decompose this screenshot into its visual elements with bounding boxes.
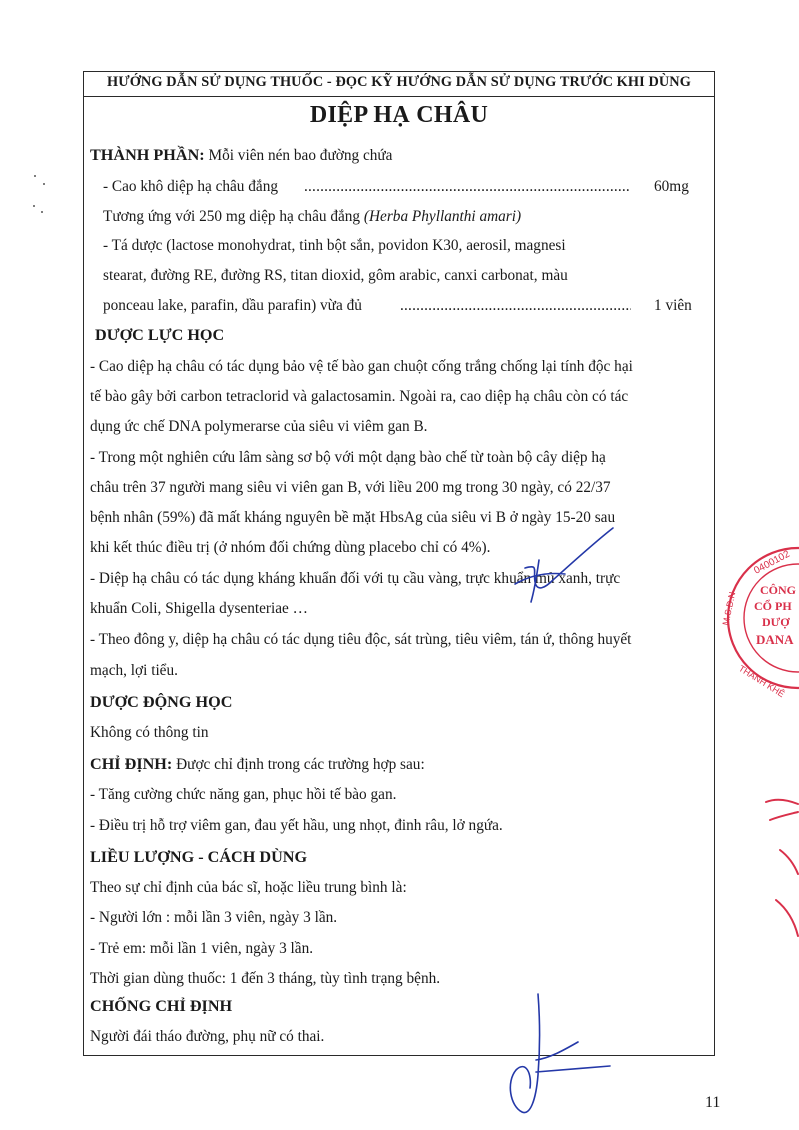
contraindications-text: Người đái tháo đường, phụ nữ có thai. — [90, 1028, 325, 1045]
dosage-line: - Trẻ em: mỗi lần 1 viên, ngày 3 lần. — [90, 940, 314, 957]
excipient-line: ponceau lake, parafin, dầu parafin) vừa đủ — [103, 297, 362, 314]
stamp-word: CỔ PH — [754, 599, 792, 613]
pharmacokinetics-heading: DƯỢC ĐỘNG HỌC — [90, 693, 233, 711]
body-line: - Theo đông y, diệp hạ châu có tác dụng tiêu độc, sát trùng, tiêu viêm, tán ứ, thông huyết — [90, 631, 632, 648]
body-line: mạch, lợi tiểu. — [90, 662, 178, 679]
body-line: bệnh nhân (59%) đã mất kháng nguyên bề mặt HbsAg của siêu vi B ở ngày 15-20 sau — [90, 509, 616, 526]
body-line: châu trên 37 người mang siêu vi viên gan B, với liều 200 mg trong 30 ngày, có 22/37 — [90, 479, 611, 496]
indications-label: CHỈ ĐỊNH: — [90, 755, 173, 773]
body-line: tế bào gây bởi carbon tetraclorid và galactosamin. Ngoài ra, cao diệp hạ châu còn có tác — [90, 388, 629, 405]
signature-mark — [500, 990, 620, 1125]
stamp-fragment — [760, 790, 799, 960]
dosage-heading: LIỀU LƯỢNG - CÁCH DÙNG — [90, 848, 308, 866]
dot-leader — [400, 296, 631, 316]
equivalence-line — [103, 207, 521, 227]
body-line: - Cao diệp hạ châu có tác dụng bảo vệ tế bào gan chuột cống trắng chống lại tính độc hại — [90, 358, 633, 375]
indications-intro: Được chỉ định trong các trường hợp sau: — [176, 756, 425, 773]
stamp-word: DANA — [756, 632, 794, 647]
composition-intro: Mỗi viên nén bao đường chứa — [208, 147, 393, 164]
scan-specks — [30, 170, 60, 230]
body-line: khuẩn Coli, Shigella dysenteriae … — [90, 600, 308, 617]
signature-mark — [495, 522, 625, 612]
page-number: 11 — [705, 1094, 721, 1111]
body-line: khi kết thúc điều trị (ở nhóm đối chứng dùng placebo chỉ có 4%). — [90, 539, 491, 556]
dot-leader — [304, 177, 631, 197]
contraindications-heading: CHỐNG CHỈ ĐỊNH — [90, 997, 233, 1015]
header-divider — [83, 96, 715, 97]
body-line: - Diệp hạ châu có tác dụng kháng khuẩn đối với tụ cầu vàng, trực khuẩn mủ xanh, trực — [90, 570, 621, 587]
item-1-amount: 60mg — [654, 178, 689, 195]
body-line: - Trong một nghiên cứu lâm sàng sơ bộ với một dạng bào chế từ toàn bộ cây diệp hạ — [90, 449, 606, 466]
pharmacodynamics-heading: DƯỢC LỰC HỌC — [95, 326, 225, 344]
excipient-line: stearat, đường RE, đường RS, titan dioxid, gôm arabic, canxi carbonat, màu — [103, 267, 568, 284]
stamp-number: 0400102 — [752, 548, 792, 577]
indication-item: - Điều trị hỗ trợ viêm gan, đau yết hầu, ung nhọt, đinh râu, lở ngứa. — [90, 817, 503, 834]
composition-label: THÀNH PHẦN: — [90, 146, 205, 164]
composition-item-1: - Cao khô diệp hạ châu đắng — [103, 178, 279, 195]
indications-line — [90, 754, 425, 775]
stamp-word: DƯỢ — [762, 615, 790, 629]
excipient-amount: 1 viên — [654, 297, 692, 314]
instruction-banner: HƯỚNG DẪN SỬ DỤNG THUỐC - ĐỌC KỸ HƯỚNG DẪN SỬ DỤNG TRƯỚC KHI DÙNG — [107, 74, 691, 90]
equivalence-text: Tương ứng với 250 mg diệp hạ châu đắng — [103, 208, 361, 225]
stamp-rim-bottom: THANH KHÊ — [736, 663, 787, 700]
composition-line — [90, 145, 392, 166]
indication-item: - Tăng cường chức năng gan, phục hồi tế bào gan. — [90, 786, 397, 803]
company-stamp — [716, 540, 799, 700]
latin-name: (Herba Phyllanthi amari) — [363, 208, 522, 225]
dosage-line: Theo sự chỉ định của bác sĩ, hoặc liều trung bình là: — [90, 879, 407, 896]
product-title: DIỆP HẠ CHÂU — [309, 102, 489, 128]
stamp-word: CÔNG — [760, 583, 796, 597]
dosage-line: Thời gian dùng thuốc: 1 đến 3 tháng, tùy tình trạng bệnh. — [90, 970, 441, 987]
body-line: dụng ức chế DNA polymerarse của siêu vi viêm gan B. — [90, 418, 428, 435]
pharmacokinetics-text: Không có thông tin — [90, 724, 209, 741]
dosage-line: - Người lớn : mỗi lần 3 viên, ngày 3 lần. — [90, 909, 338, 926]
stamp-rim-left: M.S.D.N — [720, 590, 738, 627]
excipient-line: - Tá dược (lactose monohydrat, tinh bột sắn, povidon K30, aerosil, magnesi — [103, 237, 566, 254]
